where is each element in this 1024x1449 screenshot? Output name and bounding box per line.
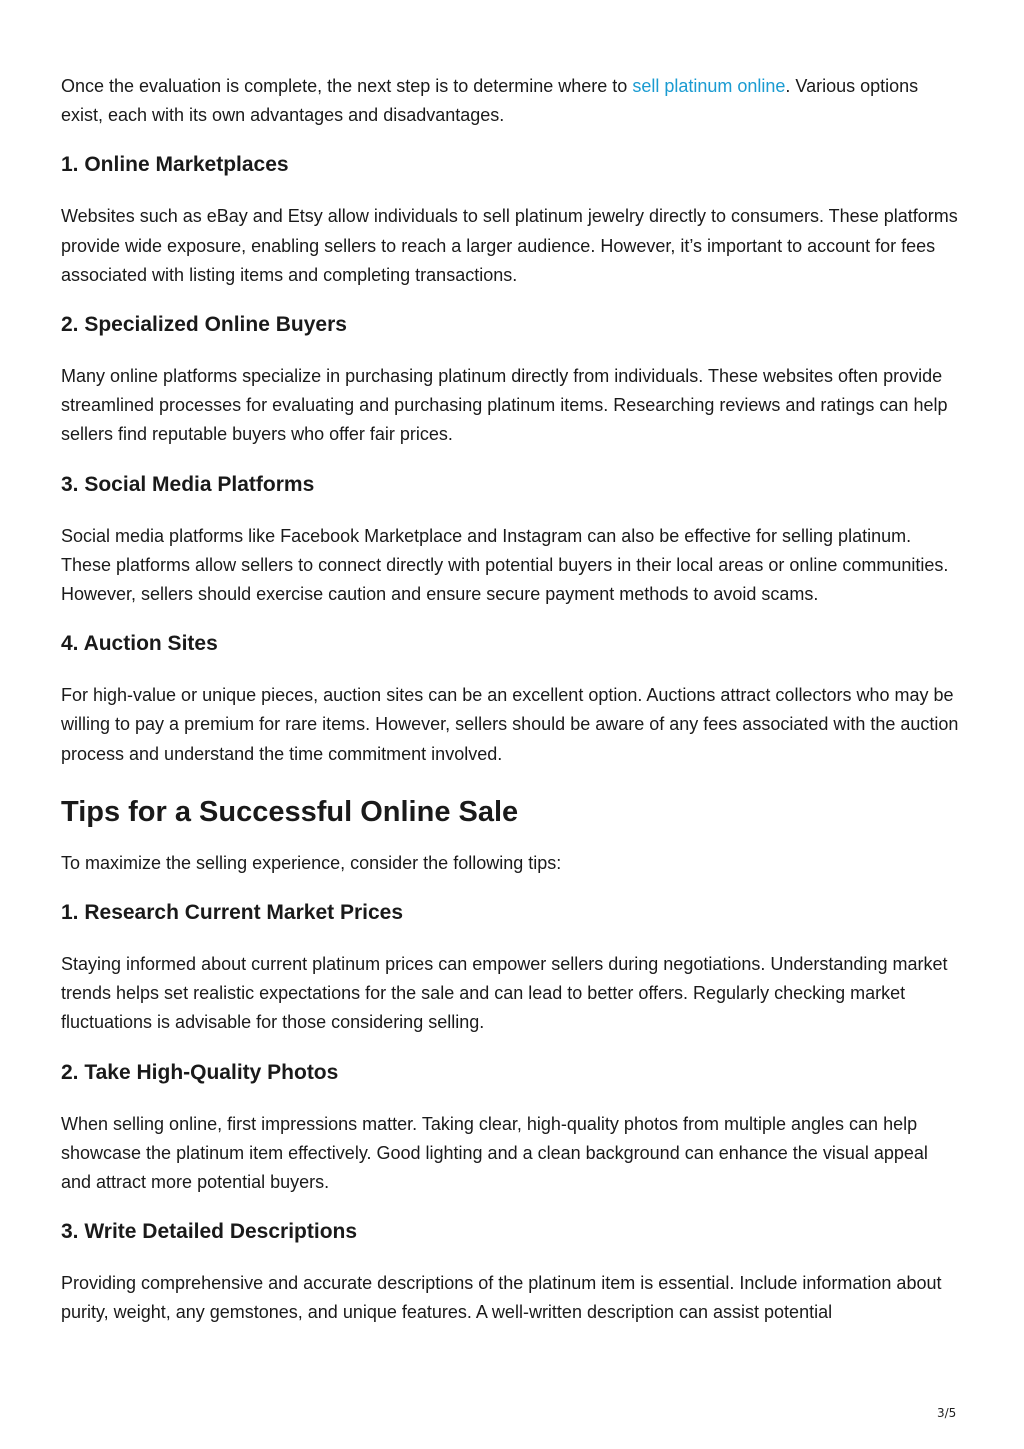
intro-paragraph <box>61 72 961 130</box>
tips-intro: To maximize the selling experience, consider the following tips: <box>61 852 562 873</box>
sell-platinum-online-link[interactable]: sell platinum online <box>632 76 786 96</box>
section-body-specialized-online-buyers: Many online platforms specialize in purchasing platinum directly from individuals. These websites often provide streamlined processes for evaluating and purchasing platinum items. Researching reviews and ratings can help sellers find reputable buyers who offer fair prices. <box>61 366 948 445</box>
tip-heading-research-prices: 1. Research Current Market Prices <box>61 901 403 925</box>
tip-body-take-photos: When selling online, first impressions matter. Taking clear, high-quality photos from multiple angles can help showcase the platinum item effectively. Good lighting and a clean background can enhance the visual appeal and attract more potential buyers. <box>61 1113 928 1193</box>
section-heading-specialized-online-buyers: 2. Specialized Online Buyers <box>61 313 347 337</box>
tip-heading-take-photos: 2. Take High-Quality Photos <box>61 1060 339 1084</box>
tip-body-write-descriptions: Providing comprehensive and accurate descriptions of the platinum item is essential. Include information about purity, weight, any gemstones, and unique features. A well-written description can assist potential <box>61 1273 942 1323</box>
document-page <box>61 72 961 1328</box>
tips-heading: Tips for a Successful Online Sale <box>61 795 519 828</box>
page-number: 3/5 <box>937 1406 957 1420</box>
section-heading-social-media-platforms: 3. Social Media Platforms <box>61 472 315 496</box>
section-heading-auction-sites: 4. Auction Sites <box>61 632 218 656</box>
section-body-social-media-platforms: Social media platforms like Facebook Marketplace and Instagram can also be effective for selling platinum. These platforms allow sellers to connect directly with potential buyers in their local areas or online communities. However, sellers should exercise caution and ensure secure payment methods to avoid scams. <box>61 525 949 605</box>
tip-body-research-prices: Staying informed about current platinum prices can empower sellers during negotiations. Understanding market trends helps set realistic expectations for the sale and can lead to better offers. Regularly checking market fluctuations is advisable for those considering selling. <box>61 954 948 1033</box>
section-body-online-marketplaces: Websites such as eBay and Etsy allow individuals to sell platinum jewelry directly to consumers. These platforms provide wide exposure, enabling sellers to reach a larger audience. However, it’s important to account for fees associated with listing items and completing transactions. <box>61 206 958 285</box>
intro-text-after-link: . Various options exist, each with its own advantages and disadvantages. <box>61 76 919 126</box>
section-heading-online-marketplaces: 1. Online Marketplaces <box>61 153 289 177</box>
intro-text-before-link: Once the evaluation is complete, the next step is to determine where to <box>61 76 633 96</box>
section-body-auction-sites: For high-value or unique pieces, auction sites can be an excellent option. Auctions attract collectors who may be willing to pay a premium for rare items. However, sellers should be aware of any fees associated with the auction process and understand the time commitment involved. <box>61 685 959 764</box>
tip-heading-write-descriptions: 3. Write Detailed Descriptions <box>61 1220 358 1244</box>
